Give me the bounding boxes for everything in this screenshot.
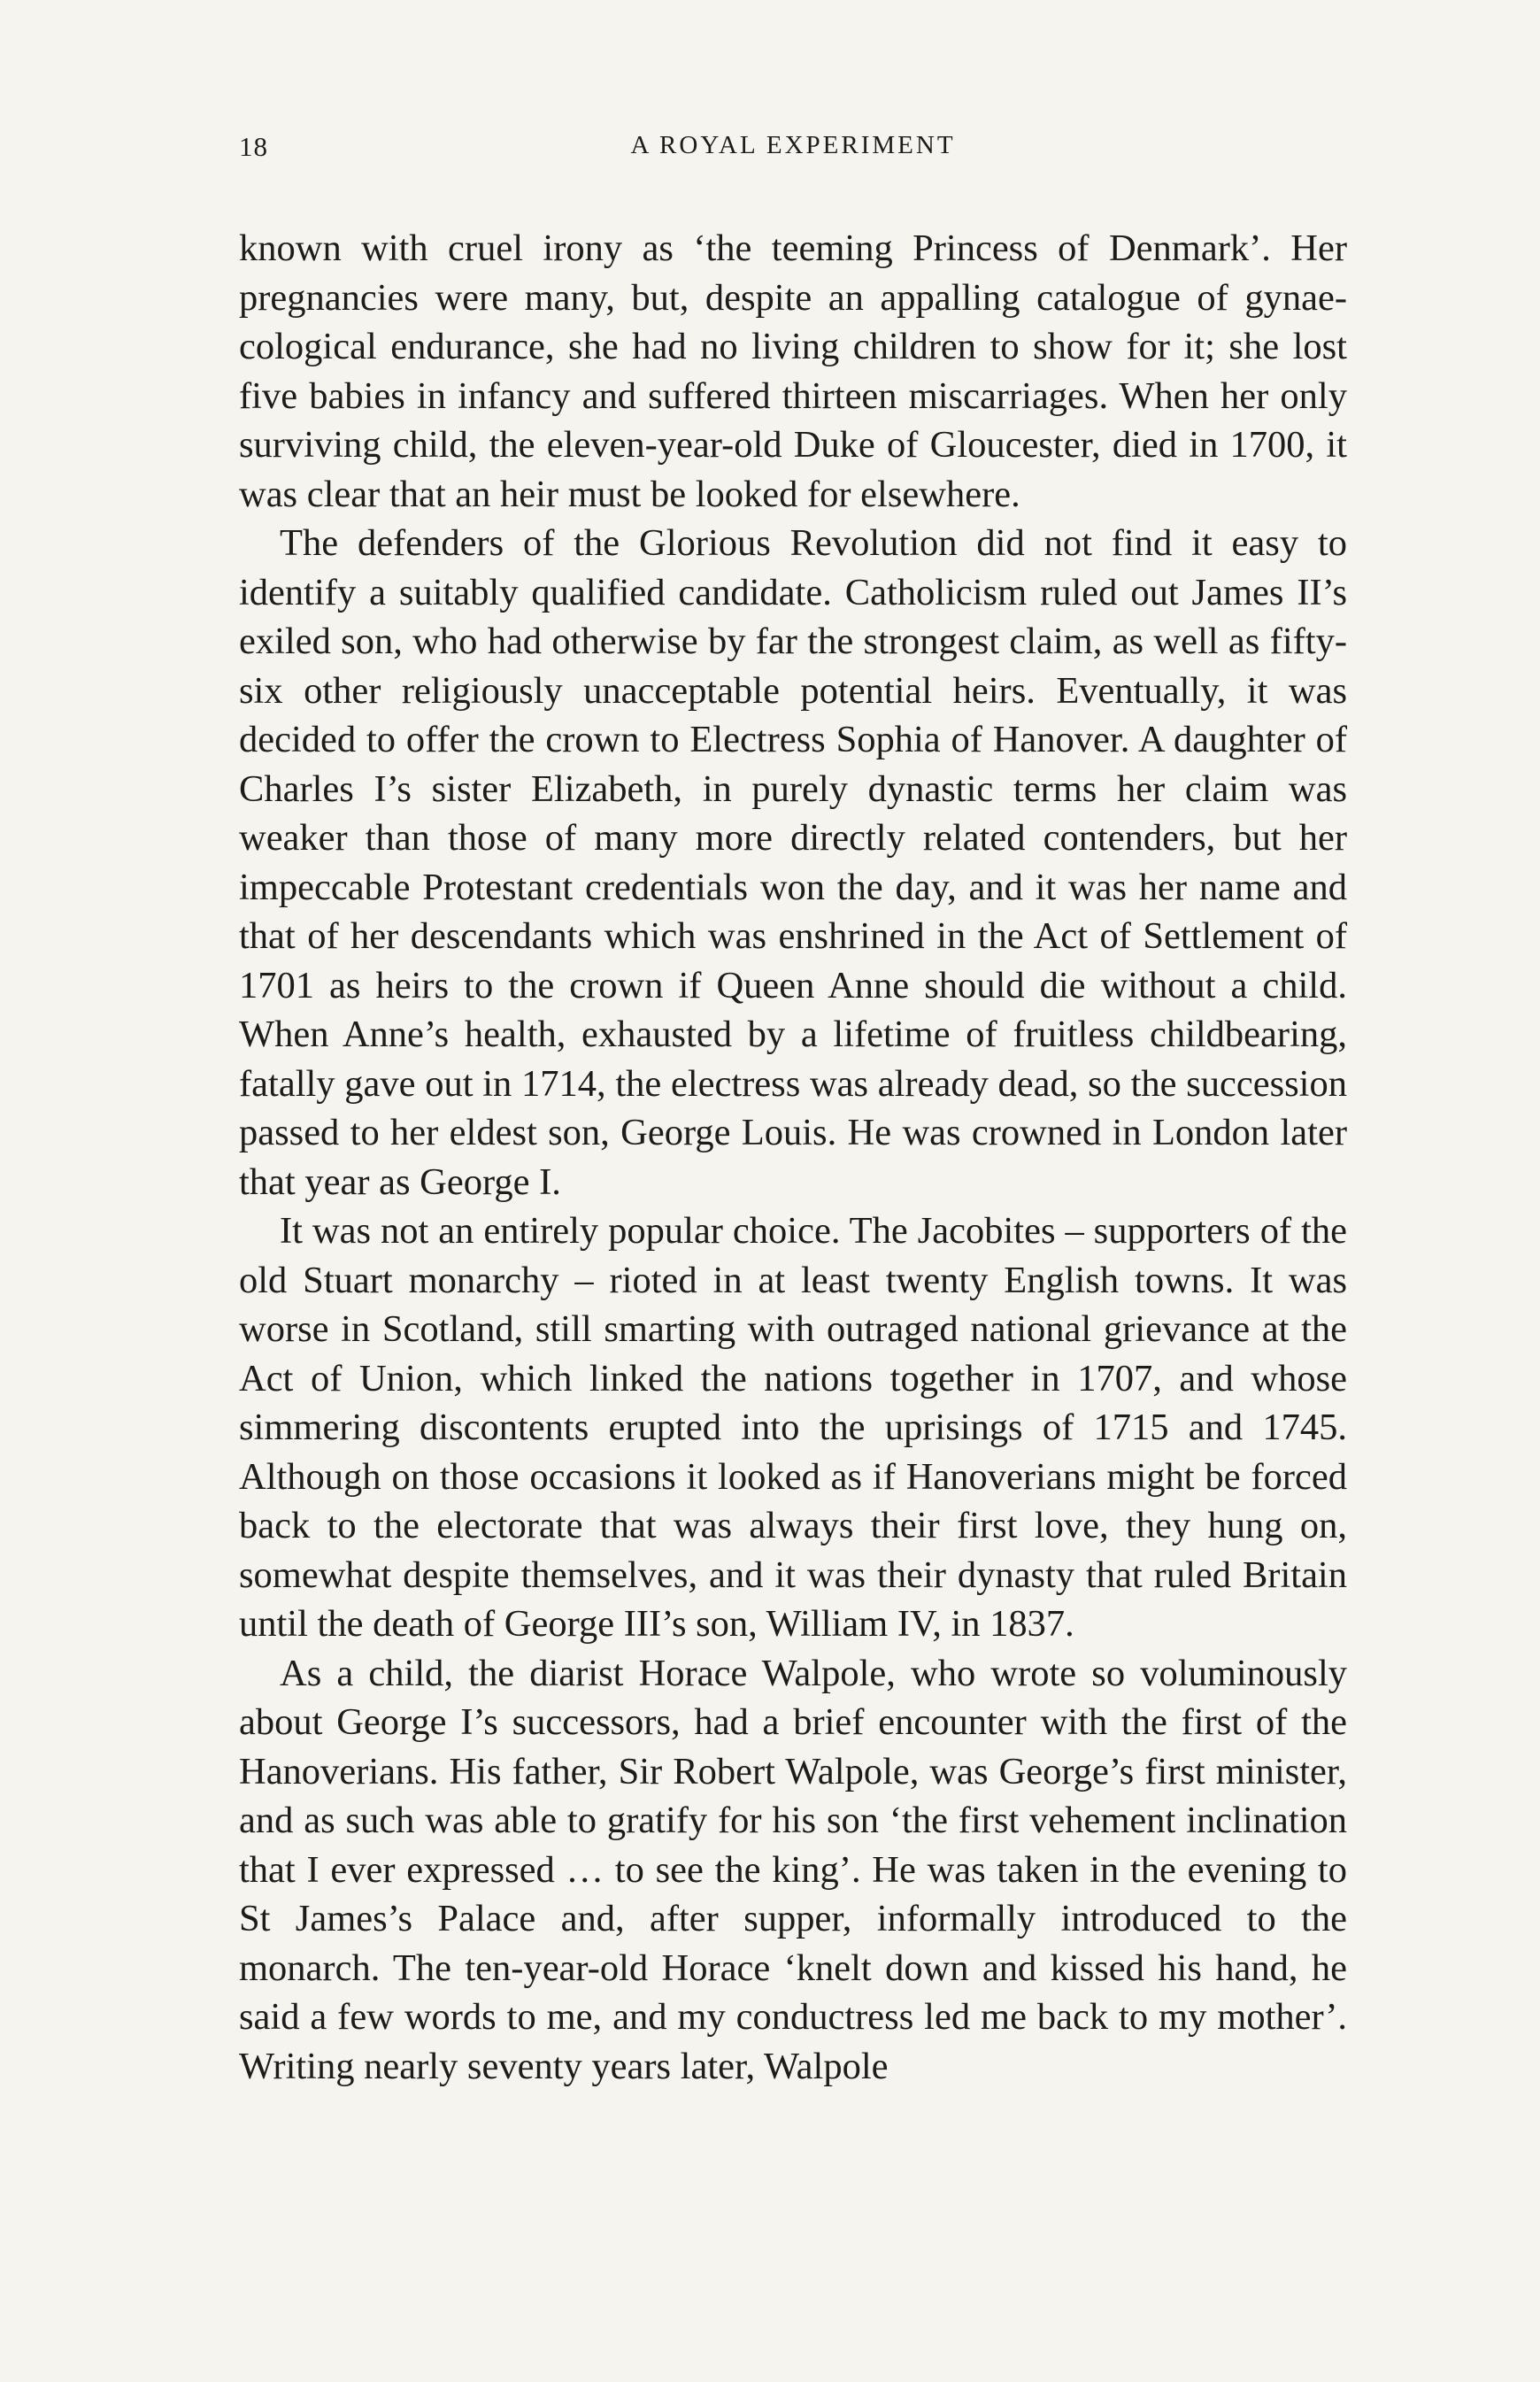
paragraph-jacobites: It was not an entirely popular choice. The Jacobites – supporters of the old Stuart monarchy – rioted in at least twenty English towns. It was worse in Scotland, still smarting with outraged national grievance at the Act of Union, which linked the nations together in 1707, and whose simmering discontents erupted into the uprisings of 1715 and 1745. Although on those occasions it looked as if Hanoverians might be forced back to the electorate that was always their first love, they hung on, somewhat despite themselves, and it was their dynasty that ruled Britain until the death of George III’s son, William IV, in 1837. <box>239 1210 1347 1645</box>
paragraph-continuation: known with cruel irony as ‘the teeming Princess of Denmark’. Her pregnancies were many, but, despite an appalling catalogue of gynaecological endurance, she had no living children to show for it; she lost five babies in infancy and suffered thirteen miscarriages. When her only surviving child, the eleven-year-old Duke of Gloucester, died in 1700, it was clear that an heir must be looked for elsewhere. <box>239 227 1347 515</box>
paragraph-walpole: As a child, the diarist Horace Walpole, who wrote so voluminously about George I’s successors, had a brief encounter with the first of the Hanoverians. His father, Sir Robert Walpole, was George’s first minister, and as such was able to gratify for his son ‘the first vehement inclination that I ever expressed … to see the king’. He was taken in the evening to St James’s Palace and, after supper, informally introduced to the monarch. The ten-year-old Horace ‘knelt down and kissed his hand, he said a few words to me, and my conductress led me back to my mother’. Writing nearly seventy years later, Walpole <box>239 1652 1347 2087</box>
page-number: 18 <box>239 131 268 162</box>
running-title: A ROYAL EXPERIMENT <box>630 131 956 159</box>
running-head <box>239 131 1347 170</box>
paragraph-succession: The defenders of the Glorious Revolution did not find it easy to identify a suitably qualified candidate. Catholicism ruled out James II’s exiled son, who had otherwise by far the strongest claim, as well as fifty-six other religiously unacceptable potential heirs. Eventually, it was decided to offer the crown to Electress Sophia of Hanover. A daughter of Charles I’s sister Elizabeth, in purely dynastic terms her claim was weaker than those of many more directly related contenders, but her impeccable Protestant credentials won the day, and it was her name and that of her descendants which was enshrined in the Act of Settlement of 1701 as heirs to the crown if Queen Anne should die without a child. When Anne’s health, exhausted by a lifetime of fruitless childbearing, fatally gave out in 1714, the electress was already dead, so the succession passed to her eldest son, George Louis. He was crowned in London later that year as George I. <box>239 522 1347 1203</box>
body-text <box>239 224 1347 2091</box>
